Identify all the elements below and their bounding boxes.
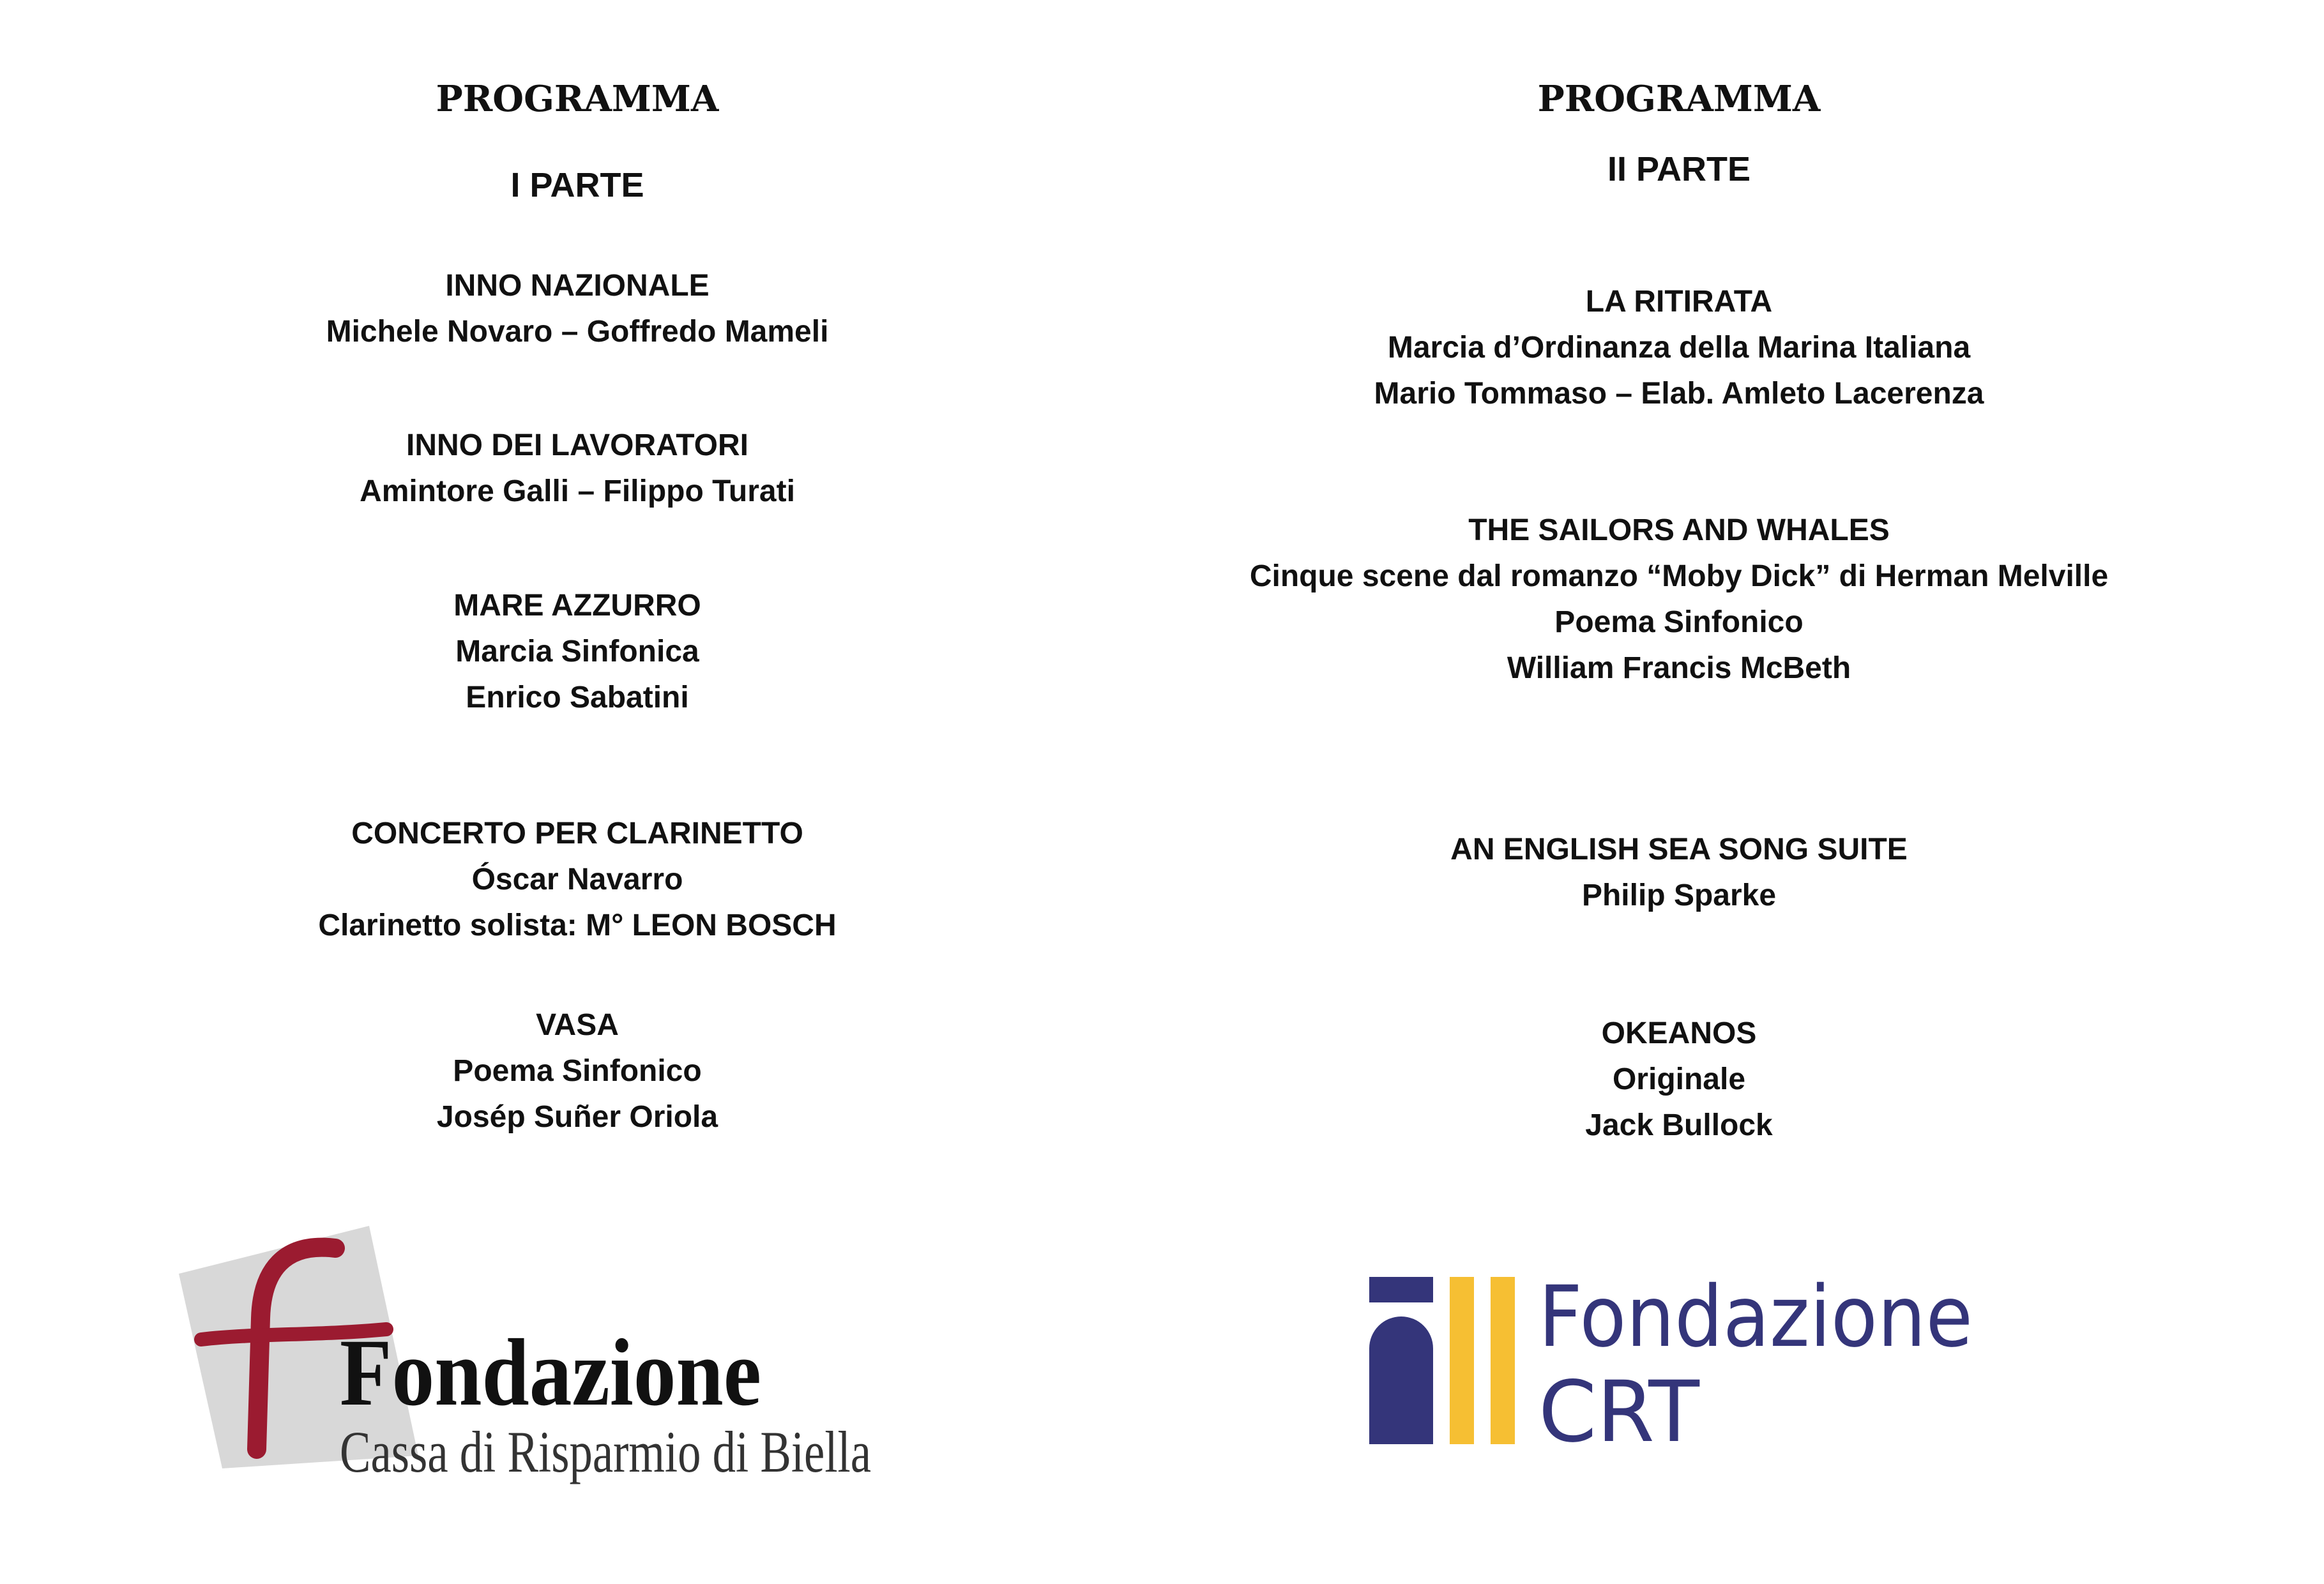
piece-title: CONCERTO PER CLARINETTO bbox=[351, 817, 803, 850]
left-piece-1 bbox=[0, 263, 1155, 355]
left-part-title: I PARTE bbox=[510, 166, 644, 204]
crt-mark-arch bbox=[1369, 1316, 1433, 1444]
piece-title: INNO NAZIONALE bbox=[445, 269, 710, 303]
right-part-title: II PARTE bbox=[1607, 150, 1751, 188]
piece-title: VASA bbox=[536, 1008, 619, 1042]
left-column bbox=[0, 0, 1120, 1584]
fondazione-crt-logo bbox=[1369, 1268, 1982, 1461]
right-heading: PROGRAMMA bbox=[1537, 78, 1821, 120]
piece-title: THE SAILORS AND WHALES bbox=[1468, 513, 1890, 547]
piece-line: Originale bbox=[1612, 1062, 1746, 1096]
crt-mark-top bbox=[1369, 1277, 1433, 1302]
left-piece-3 bbox=[0, 583, 1155, 721]
piece-title: MARE AZZURRO bbox=[453, 589, 701, 622]
piece-line: Poema Sinfonico bbox=[453, 1054, 702, 1088]
piece-line: Mario Tommaso – Elab. Amleto Lacerenza bbox=[1374, 377, 1984, 411]
left-piece-2 bbox=[0, 423, 1155, 515]
right-column bbox=[1120, 0, 2240, 1584]
piece-line: Amintore Galli – Filippo Turati bbox=[360, 474, 795, 508]
crt-bar-2 bbox=[1491, 1277, 1515, 1444]
piece-line: Clarinetto solista: M° LEON BOSCH bbox=[318, 909, 837, 942]
piece-line: Philip Sparke bbox=[1581, 879, 1777, 912]
piece-title: INNO DEI LAVORATORI bbox=[406, 428, 748, 462]
left-piece-4 bbox=[0, 811, 1155, 949]
piece-line: William Francis McBeth bbox=[1507, 651, 1851, 685]
fondazione-biella-logo bbox=[172, 1213, 888, 1507]
right-piece-4 bbox=[1034, 1011, 2324, 1149]
right-piece-2 bbox=[1034, 508, 2324, 691]
piece-title: OKEANOS bbox=[1601, 1016, 1757, 1050]
piece-title: LA RITIRATA bbox=[1585, 285, 1773, 319]
piece-line: Jack Bullock bbox=[1585, 1108, 1773, 1142]
piece-line: Marcia d’Ordinanza della Marina Italiana bbox=[1387, 331, 1971, 365]
crt-logo-line1: Fondazione bbox=[1538, 1268, 1973, 1366]
piece-line: Enrico Sabatini bbox=[466, 681, 689, 714]
right-piece-1 bbox=[1034, 279, 2324, 417]
logo-name-small: Cassa di Risparmio di Biella bbox=[340, 1419, 871, 1484]
crt-bar-1 bbox=[1450, 1277, 1474, 1444]
piece-line: Michele Novaro – Goffredo Mameli bbox=[326, 315, 829, 349]
right-piece-3 bbox=[1034, 827, 2324, 919]
piece-line: Poema Sinfonico bbox=[1554, 605, 1804, 639]
piece-line: Josép Suñer Oriola bbox=[436, 1100, 718, 1134]
left-piece-5 bbox=[0, 1002, 1155, 1140]
piece-line: Óscar Navarro bbox=[471, 863, 683, 896]
logo-name-large: Fondazione bbox=[340, 1320, 761, 1426]
piece-line: Cinque scene dal romanzo “Moby Dick” di Herman Melville bbox=[1249, 559, 2109, 593]
crt-logo-line2: CRT bbox=[1538, 1363, 1701, 1461]
piece-title: AN ENGLISH SEA SONG SUITE bbox=[1450, 833, 1908, 866]
left-heading: PROGRAMMA bbox=[436, 78, 719, 120]
piece-line: Marcia Sinfonica bbox=[455, 635, 699, 668]
